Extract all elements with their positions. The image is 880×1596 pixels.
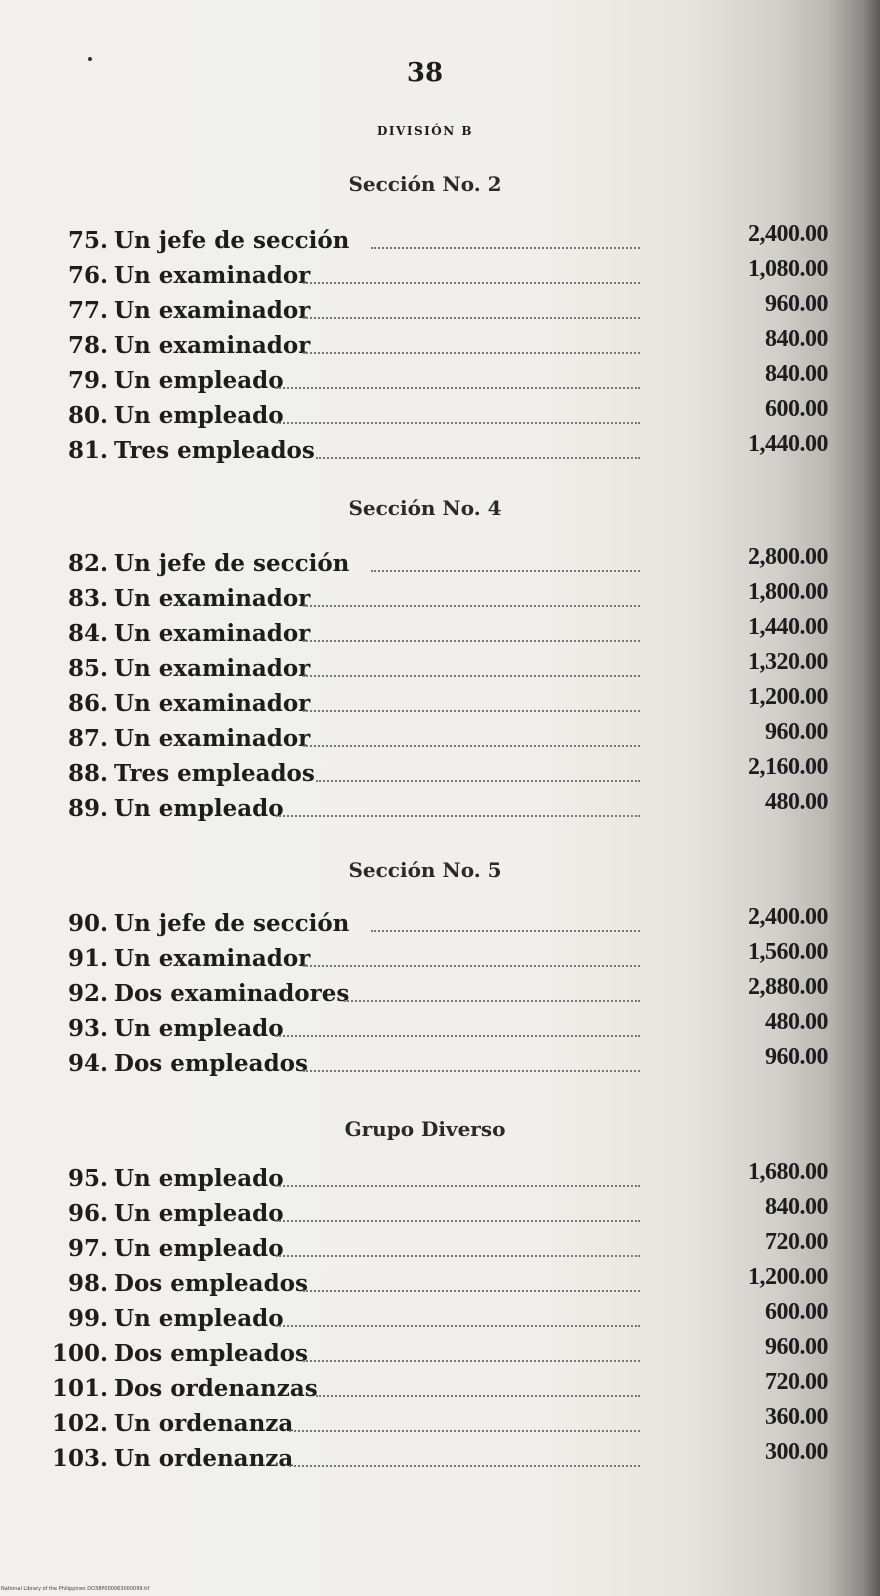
item-amount: 1,680.00	[748, 1159, 828, 1185]
item-description: Un empleado	[114, 1305, 284, 1332]
dot-leader	[303, 640, 640, 642]
item-number: 99.	[67, 1305, 108, 1332]
item-description: Un examinador	[114, 297, 311, 324]
item-number: 89.	[67, 795, 108, 822]
item-description: Un examinador	[114, 725, 311, 752]
item-number: 76.	[67, 262, 108, 289]
budget-line-item	[40, 1044, 840, 1084]
item-description: Un examinador	[114, 620, 311, 647]
item-number: 92.	[67, 980, 108, 1007]
item-number: 101.	[51, 1375, 108, 1402]
dot-leader	[303, 605, 640, 607]
item-amount: 1,440.00	[748, 431, 828, 457]
item-amount: 840.00	[765, 361, 828, 387]
item-number: 96.	[67, 1200, 108, 1227]
dot-leader	[316, 457, 640, 459]
item-amount: 480.00	[765, 1009, 828, 1035]
dot-leader	[276, 1220, 640, 1222]
item-number: 98.	[67, 1270, 108, 1297]
item-description: Dos empleados	[114, 1340, 308, 1367]
item-number: 91.	[67, 945, 108, 972]
item-amount: 2,160.00	[748, 754, 828, 780]
item-number: 95.	[67, 1165, 108, 1192]
item-number: 75.	[67, 227, 108, 254]
dot-leader	[276, 422, 640, 424]
item-number: 82.	[67, 550, 108, 577]
item-description: Un examinador	[114, 655, 311, 682]
scan-footer: National Library of the Philippines DO38P000063000099.tif	[1, 1586, 150, 1592]
item-description: Un examinador	[114, 945, 311, 972]
item-number: 97.	[67, 1235, 108, 1262]
dot-leader	[276, 1035, 640, 1037]
section-title: Sección No. 2	[348, 172, 502, 196]
item-number: 100.	[51, 1340, 108, 1367]
dot-leader	[303, 965, 640, 967]
item-description: Un jefe de sección	[114, 550, 350, 577]
item-number: 103.	[51, 1445, 108, 1472]
item-description: Un ordenanza	[114, 1445, 294, 1472]
item-amount: 2,400.00	[748, 221, 828, 247]
section-title: Grupo Diverso	[344, 1117, 506, 1141]
item-description: Un empleado	[114, 1200, 284, 1227]
dot-leader	[276, 387, 640, 389]
item-number: 86.	[67, 690, 108, 717]
dot-leader	[303, 1360, 640, 1362]
dot-leader	[276, 1185, 640, 1187]
dot-leader	[303, 317, 640, 319]
item-amount: 960.00	[765, 719, 828, 745]
dot-leader	[276, 1255, 640, 1257]
budget-line-item	[40, 431, 840, 471]
item-description: Un examinador	[114, 262, 311, 289]
dot-leader	[316, 780, 640, 782]
item-description: Un empleado	[114, 402, 284, 429]
item-amount: 1,080.00	[748, 256, 828, 282]
item-amount: 840.00	[765, 1194, 828, 1220]
section-title: Sección No. 5	[348, 858, 502, 882]
dot-leader	[276, 815, 640, 817]
item-description: Un empleado	[114, 367, 284, 394]
item-description: Un examinador	[114, 332, 311, 359]
item-amount: 840.00	[765, 326, 828, 352]
item-number: 78.	[67, 332, 108, 359]
dot-leader	[303, 1290, 640, 1292]
dot-leader	[289, 1465, 640, 1467]
item-description: Un ordenanza	[114, 1410, 294, 1437]
item-amount: 2,800.00	[748, 544, 828, 570]
item-description: Un empleado	[114, 1235, 284, 1262]
item-description: Dos empleados	[114, 1270, 308, 1297]
dot-leader	[371, 570, 640, 572]
item-description: Un empleado	[114, 1015, 284, 1042]
item-number: 94.	[67, 1050, 108, 1077]
item-amount: 600.00	[765, 396, 828, 422]
dot-leader	[316, 1395, 640, 1397]
item-amount: 1,200.00	[748, 684, 828, 710]
dot-leader	[276, 1325, 640, 1327]
dot-leader	[303, 745, 640, 747]
item-amount: 360.00	[765, 1404, 828, 1430]
item-description: Tres empleados	[114, 437, 315, 464]
item-description: Tres empleados	[114, 760, 315, 787]
item-amount: 600.00	[765, 1299, 828, 1325]
budget-line-item	[40, 1439, 840, 1479]
item-number: 90.	[67, 910, 108, 937]
dot-leader	[371, 247, 640, 249]
item-amount: 480.00	[765, 789, 828, 815]
item-description: Un empleado	[114, 795, 284, 822]
item-number: 93.	[67, 1015, 108, 1042]
dot-leader	[371, 930, 640, 932]
item-amount: 1,200.00	[748, 1264, 828, 1290]
item-amount: 2,400.00	[748, 904, 828, 930]
item-number: 102.	[51, 1410, 108, 1437]
item-description: Dos empleados	[114, 1050, 308, 1077]
item-number: 81.	[67, 437, 108, 464]
dot-leader	[303, 282, 640, 284]
item-number: 84.	[67, 620, 108, 647]
item-number: 85.	[67, 655, 108, 682]
dot-leader	[344, 1000, 640, 1002]
item-number: 79.	[67, 367, 108, 394]
item-amount: 1,320.00	[748, 649, 828, 675]
dot-leader	[303, 1070, 640, 1072]
item-number: 88.	[67, 760, 108, 787]
item-amount: 720.00	[765, 1369, 828, 1395]
section-title: Sección No. 4	[348, 496, 502, 520]
item-amount: 960.00	[765, 1044, 828, 1070]
item-amount: 960.00	[765, 1334, 828, 1360]
item-number: 83.	[67, 585, 108, 612]
item-amount: 2,880.00	[748, 974, 828, 1000]
item-description: Un examinador	[114, 690, 311, 717]
item-amount: 960.00	[765, 291, 828, 317]
item-description: Dos examinadores	[114, 980, 350, 1007]
item-number: 80.	[67, 402, 108, 429]
division-heading: DIVISIÓN B	[377, 124, 473, 138]
item-number: 77.	[67, 297, 108, 324]
item-description: Dos ordenanzas	[114, 1375, 318, 1402]
dot-leader	[303, 352, 640, 354]
page-number: 38	[406, 58, 444, 88]
dot-leader	[303, 710, 640, 712]
item-amount: 300.00	[765, 1439, 828, 1465]
dot-leader	[303, 675, 640, 677]
item-number: 87.	[67, 725, 108, 752]
dot-leader	[289, 1430, 640, 1432]
item-amount: 1,440.00	[748, 614, 828, 640]
item-description: Un jefe de sección	[114, 910, 350, 937]
item-description: Un empleado	[114, 1165, 284, 1192]
item-amount: 720.00	[765, 1229, 828, 1255]
item-description: Un jefe de sección	[114, 227, 350, 254]
item-amount: 1,560.00	[748, 939, 828, 965]
item-description: Un examinador	[114, 585, 311, 612]
item-amount: 1,800.00	[748, 579, 828, 605]
budget-line-item	[40, 789, 840, 829]
